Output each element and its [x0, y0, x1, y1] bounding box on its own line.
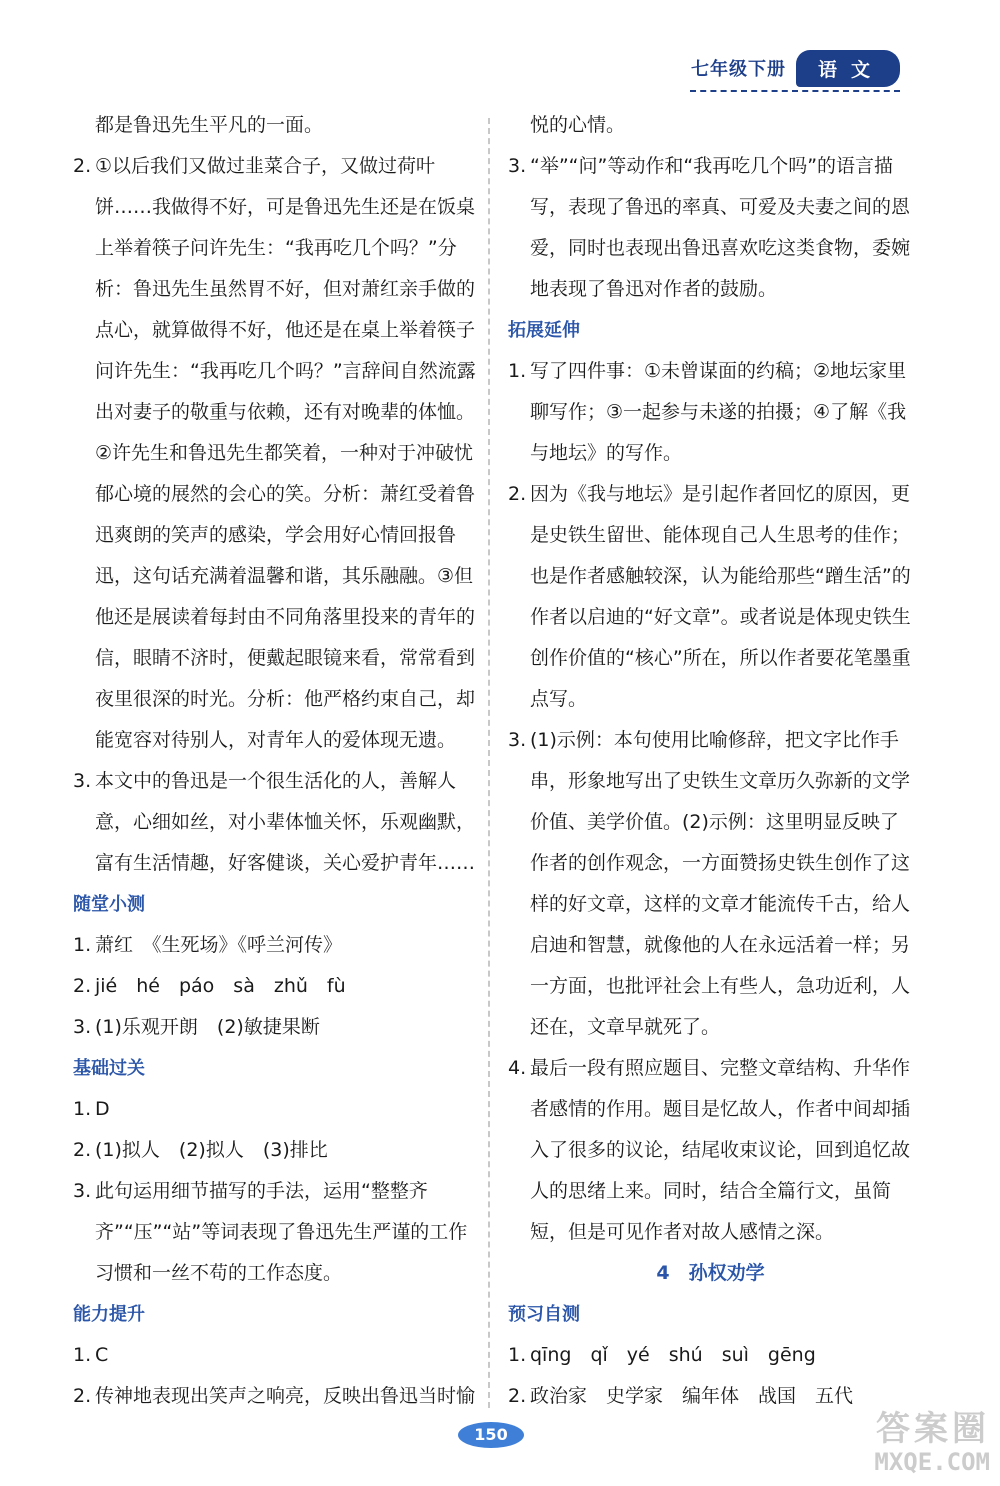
- watermark-line2: MXQE.COM: [874, 1448, 990, 1476]
- section-heading: 预习自测: [508, 1304, 580, 1325]
- answer-item: 2. 传神地表现出笑声之响亮，反映出鲁迅当时愉: [73, 1385, 476, 1407]
- answer-item: 3. 此句运用细节描写的手法，运用“整整齐齐”“压”“站”等词表现了鲁迅先生严谨的工作习惯和一丝不苟的工作态度。: [73, 1180, 468, 1284]
- section-heading: 拓展延伸: [508, 320, 580, 341]
- section-heading: 随堂小测: [73, 894, 145, 915]
- chapter-title: 4 孙权劝学: [656, 1262, 765, 1284]
- right-column: [508, 105, 913, 1417]
- answer-item: 2. (1)拟人 (2)拟人 (3)排比: [73, 1139, 328, 1161]
- answer-item: 1. C: [73, 1344, 109, 1366]
- answer-item: 3. “举”“问”等动作和“我再吃几个吗”的语言描写，表现了鲁迅的率真、可爱及夫妻之间的恩爱，同时也表现出鲁迅喜欢吃这类食物，委婉地表现了鲁迅对作者的鼓励。: [508, 155, 911, 300]
- left-column: [73, 105, 478, 1417]
- answer-item: 2. 因为《我与地坛》是引起作者回忆的原因，更是史铁生留世、能体现自己人生思考的佳作；也是作者感触较深，认为能给那些“蹭生活”的作者以启迪的“好文章”。或者说是体现史铁生创作价值的“核心”所在，所以作者要花笔墨重点写。: [508, 483, 911, 710]
- column-divider: [488, 118, 490, 1408]
- section-heading: 基础过关: [73, 1058, 145, 1079]
- section-heading: 能力提升: [73, 1304, 145, 1325]
- answer-item: 2. 政治家 史学家 编年体 战国 五代: [508, 1385, 854, 1407]
- answer-item: 2. ①以后我们又做过韭菜合子，又做过荷叶饼……我做得不好，可是鲁迅先生还是在饭桌上举着筷子问许先生：“我再吃几个吗？”分析：鲁迅先生虽然胃不好，但对萧红亲手做的点心，就算做得不好，他还是在桌上举着筷子问许先生：“我再吃几个吗？”言辞间自然流露出对妻子的敬重与依赖，还有对晚辈的体恤。②许先生和鲁迅先生都笑着，一种对于冲破忧郁心境的展然的会心的笑。分析：萧红受着鲁迅爽朗的笑声的感染，学会用好心情回报鲁迅，这句话充满着温馨和谐，其乐融融。③但他还是展读着每封由不同角落里投来的青年的信，眼睛不济时，便戴起眼镜来看，常常看到夜里很深的时光。分析：他严格约束自己，却能宽容对待别人，对青年人的爱体现无遗。: [73, 155, 476, 751]
- watermark: [820, 1410, 990, 1480]
- answer-item: 3. (1)乐观开朗 (2)敏捷果断: [73, 1016, 320, 1038]
- answer-item: 3. (1)示例：本句使用比喻修辞，把文字比作手串，形象地写出了史铁生文章历久弥新的文学价值、美学价值。(2)示例：这里明显反映了作者的创作观念，一方面赞扬史铁生创作了这样的好文章，这样的文章才能流传千古，给人启迪和智慧，就像他的人在永远活着一样；另一方面，也批评社会上有些人，急功近利，人还在，文章早就死了。: [508, 729, 911, 1038]
- continuation-text: 悦的心情。: [530, 114, 626, 136]
- subject-badge: 语文: [796, 50, 900, 87]
- continuation-text: 都是鲁迅先生平凡的一面。: [95, 114, 324, 136]
- watermark-line1: 答案圈: [876, 1409, 990, 1449]
- answer-item: 3. 本文中的鲁迅是一个很生活化的人，善解人意，心细如丝，对小辈体恤关怀，乐观幽默，富有生活情趣，好客健谈，关心爱护青年……: [73, 770, 476, 874]
- answer-item: 1. qīng qǐ yé shú suì gēng: [508, 1344, 816, 1366]
- grade-label: 七年级下册: [690, 59, 786, 80]
- answer-item: 2. jié hé páo sà zhǔ fù: [73, 975, 346, 997]
- page-header: [691, 48, 900, 88]
- answer-item: 4. 最后一段有照应题目、完整文章结构、升华作者感情的作用。题目是忆故人，作者中间却插入了很多的议论，结尾收束议论，回到追忆故人的思绪上来。同时，结合全篇行文，虽简短，但是可见作者对故人感情之深。: [508, 1057, 911, 1243]
- answer-item: 1. D: [73, 1098, 110, 1120]
- header-underline: [690, 90, 900, 92]
- answer-item: 1. 写了四件事：①未曾谋面的约稿；②地坛家里聊写作；③一起参与未遂的拍摄；④了解《我与地坛》的写作。: [508, 360, 907, 464]
- page-number: 150: [458, 1422, 524, 1448]
- answer-item: 1. 萧红 《生死场》《呼兰河传》: [73, 934, 343, 956]
